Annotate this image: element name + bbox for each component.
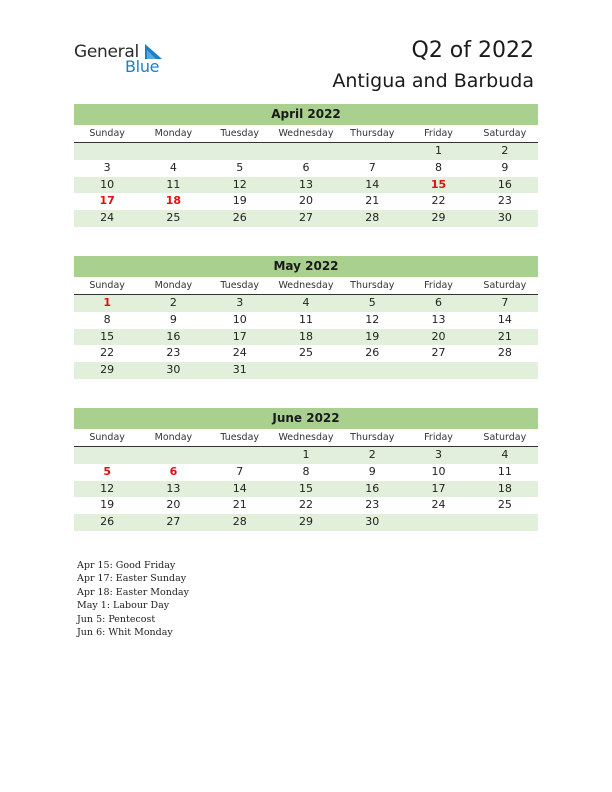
weekday-header-row: [74, 125, 538, 143]
day-cell: [74, 447, 140, 464]
week-row: [74, 193, 538, 210]
week-row: [74, 464, 538, 481]
day-cell: [273, 143, 339, 160]
day-cell: 24: [100, 211, 115, 225]
weekday-label: Friday: [424, 280, 453, 291]
month-may: [74, 256, 538, 379]
holiday-note: Jun 5: Pentecost: [77, 613, 156, 625]
day-cell: 14: [232, 481, 247, 495]
logo-text-general: General: [74, 42, 139, 62]
day-cell: 10: [431, 464, 446, 478]
weekday-label: Tuesday: [220, 280, 260, 291]
day-cell: 6: [435, 296, 443, 309]
day-cell: 19: [100, 498, 115, 512]
day-cell: 13: [166, 481, 181, 495]
week-row: [74, 312, 538, 329]
day-cell: 12: [232, 177, 247, 191]
month-june: [74, 408, 538, 531]
holiday-date: 15: [430, 177, 447, 191]
weekday-label: Saturday: [483, 280, 527, 291]
week-row: [74, 345, 538, 362]
day-cell: 20: [166, 498, 181, 512]
day-cell: [74, 143, 140, 160]
week-row: [74, 295, 538, 312]
day-cell: 17: [232, 329, 247, 343]
day-cell: 26: [365, 346, 380, 360]
day-cell: [405, 362, 471, 379]
week-row: [74, 362, 538, 379]
weekday-label: Wednesday: [278, 280, 334, 291]
day-cell: 8: [103, 312, 111, 326]
weekday-label: Saturday: [483, 128, 527, 139]
holiday-date: 1: [103, 296, 111, 309]
day-cell: [74, 464, 140, 481]
day-cell: 1: [302, 448, 310, 461]
day-cell: 1: [435, 144, 443, 157]
holiday-note: Apr 18: Easter Monday: [77, 586, 189, 598]
day-cell: [140, 464, 206, 481]
generalblue-logo: [74, 42, 174, 78]
country-title: Antigua and Barbuda: [332, 70, 534, 92]
holiday-date: 17: [99, 194, 115, 208]
day-cell: 18: [497, 481, 512, 495]
day-cell: 11: [298, 312, 313, 326]
day-cell: 22: [298, 498, 313, 512]
week-row: [74, 481, 538, 498]
day-cell: 6: [302, 160, 310, 174]
day-cell: 11: [166, 177, 181, 191]
day-cell: 21: [497, 329, 512, 343]
day-cell: 28: [232, 515, 247, 529]
day-cell: 21: [232, 498, 247, 512]
day-cell: [140, 143, 206, 160]
day-cell: 30: [166, 363, 181, 377]
holiday-note: Apr 15: Good Friday: [77, 560, 176, 571]
day-cell: 19: [232, 194, 247, 208]
day-cell: 14: [497, 312, 512, 326]
weekday-label: Tuesday: [220, 432, 260, 443]
day-cell: 22: [100, 346, 115, 360]
day-cell: 19: [365, 329, 380, 343]
month-title: June 2022: [74, 408, 538, 429]
day-cell: [207, 447, 273, 464]
day-cell: 4: [169, 160, 177, 174]
day-cell: 25: [298, 346, 313, 360]
week-row: [74, 143, 538, 160]
day-cell: 12: [100, 481, 115, 495]
day-cell: [140, 193, 206, 210]
day-cell: 28: [365, 211, 380, 225]
weekday-label: Wednesday: [278, 128, 334, 139]
day-cell: 3: [103, 160, 111, 174]
day-cell: 16: [365, 481, 380, 495]
weekday-label: Wednesday: [278, 432, 334, 443]
day-cell: 9: [169, 312, 177, 326]
day-cell: 28: [497, 346, 512, 360]
day-cell: 23: [166, 346, 181, 360]
day-cell: 7: [368, 160, 376, 174]
week-row: [74, 447, 538, 464]
day-cell: 25: [497, 498, 512, 512]
day-cell: 27: [166, 515, 181, 529]
day-cell: 8: [435, 160, 443, 174]
weekday-label: Sunday: [89, 280, 125, 291]
weekday-label: Saturday: [483, 432, 527, 443]
holiday-date: 5: [103, 464, 111, 478]
weekday-label: Monday: [154, 128, 193, 139]
day-cell: 5: [236, 160, 244, 174]
weekday-label: Friday: [424, 432, 453, 443]
day-cell: 21: [365, 194, 380, 208]
day-cell: 24: [232, 346, 247, 360]
day-cell: 14: [365, 177, 380, 191]
day-cell: 26: [100, 515, 115, 529]
weekday-label: Monday: [154, 280, 193, 291]
day-cell: 30: [365, 515, 380, 529]
day-cell: 29: [431, 211, 446, 225]
week-row: [74, 160, 538, 177]
day-cell: 16: [166, 329, 181, 343]
day-cell: [405, 514, 471, 531]
day-cell: 13: [298, 177, 313, 191]
day-cell: 2: [501, 144, 509, 157]
weekday-label: Sunday: [89, 128, 125, 139]
day-cell: 11: [497, 464, 512, 478]
weekday-label: Thursday: [350, 128, 395, 139]
day-cell: [339, 143, 405, 160]
day-cell: 30: [497, 211, 512, 225]
day-cell: [74, 295, 140, 312]
day-cell: [273, 362, 339, 379]
day-cell: 29: [298, 515, 313, 529]
day-cell: 10: [232, 312, 247, 326]
day-cell: 3: [435, 448, 443, 461]
quarter-title: Q2 of 2022: [411, 38, 534, 63]
day-cell: 20: [431, 329, 446, 343]
weekday-label: Friday: [424, 128, 453, 139]
day-cell: 25: [166, 211, 181, 225]
weekday-label: Sunday: [89, 432, 125, 443]
weekday-label: Thursday: [350, 280, 395, 291]
day-cell: 9: [368, 464, 376, 478]
day-cell: 29: [100, 363, 115, 377]
day-cell: 3: [236, 296, 244, 309]
week-row: [74, 210, 538, 227]
month-april: [74, 104, 538, 227]
weekday-label: Tuesday: [220, 128, 260, 139]
day-cell: 15: [298, 481, 313, 495]
day-cell: 17: [431, 481, 446, 495]
day-cell: 12: [365, 312, 380, 326]
day-cell: 5: [368, 296, 376, 309]
week-row: [74, 177, 538, 194]
day-cell: 27: [298, 211, 313, 225]
week-row: [74, 497, 538, 514]
holiday-note: Jun 6: Whit Monday: [77, 627, 173, 639]
day-cell: 26: [232, 211, 247, 225]
day-cell: 4: [501, 448, 509, 461]
day-cell: [339, 362, 405, 379]
holiday-date: 6: [169, 464, 178, 478]
day-cell: 23: [497, 194, 512, 208]
day-cell: 27: [431, 346, 446, 360]
day-cell: 18: [298, 329, 313, 343]
day-cell: 7: [236, 464, 244, 478]
day-cell: 10: [100, 177, 115, 191]
day-cell: 20: [298, 194, 313, 208]
day-cell: [472, 362, 538, 379]
holiday-note: Apr 17: Easter Sunday: [77, 573, 187, 585]
day-cell: 23: [365, 498, 380, 512]
day-cell: 7: [501, 296, 509, 309]
day-cell: [140, 447, 206, 464]
weekday-header-row: [74, 277, 538, 295]
day-cell: [74, 193, 140, 210]
day-cell: 16: [497, 177, 512, 191]
day-cell: 8: [302, 464, 310, 478]
day-cell: 2: [169, 296, 177, 309]
month-title: May 2022: [74, 256, 538, 277]
week-row: [74, 329, 538, 346]
day-cell: [405, 177, 471, 194]
day-cell: 4: [302, 296, 310, 309]
weekday-label: Thursday: [350, 432, 395, 443]
day-cell: 31: [232, 363, 247, 377]
day-cell: 9: [501, 160, 509, 174]
weekday-label: Monday: [154, 432, 193, 443]
logo-text-blue: Blue: [125, 57, 160, 76]
month-title: April 2022: [74, 104, 538, 125]
holiday-notes: [77, 559, 189, 639]
day-cell: 15: [100, 329, 115, 343]
day-cell: 24: [431, 498, 446, 512]
weekday-header-row: [74, 429, 538, 447]
day-cell: [207, 143, 273, 160]
day-cell: 13: [431, 312, 446, 326]
day-cell: 2: [368, 448, 376, 461]
holiday-note: May 1: Labour Day: [77, 600, 170, 612]
day-cell: 22: [431, 194, 446, 208]
week-row: [74, 514, 538, 531]
day-cell: [472, 514, 538, 531]
holiday-date: 18: [165, 194, 182, 208]
